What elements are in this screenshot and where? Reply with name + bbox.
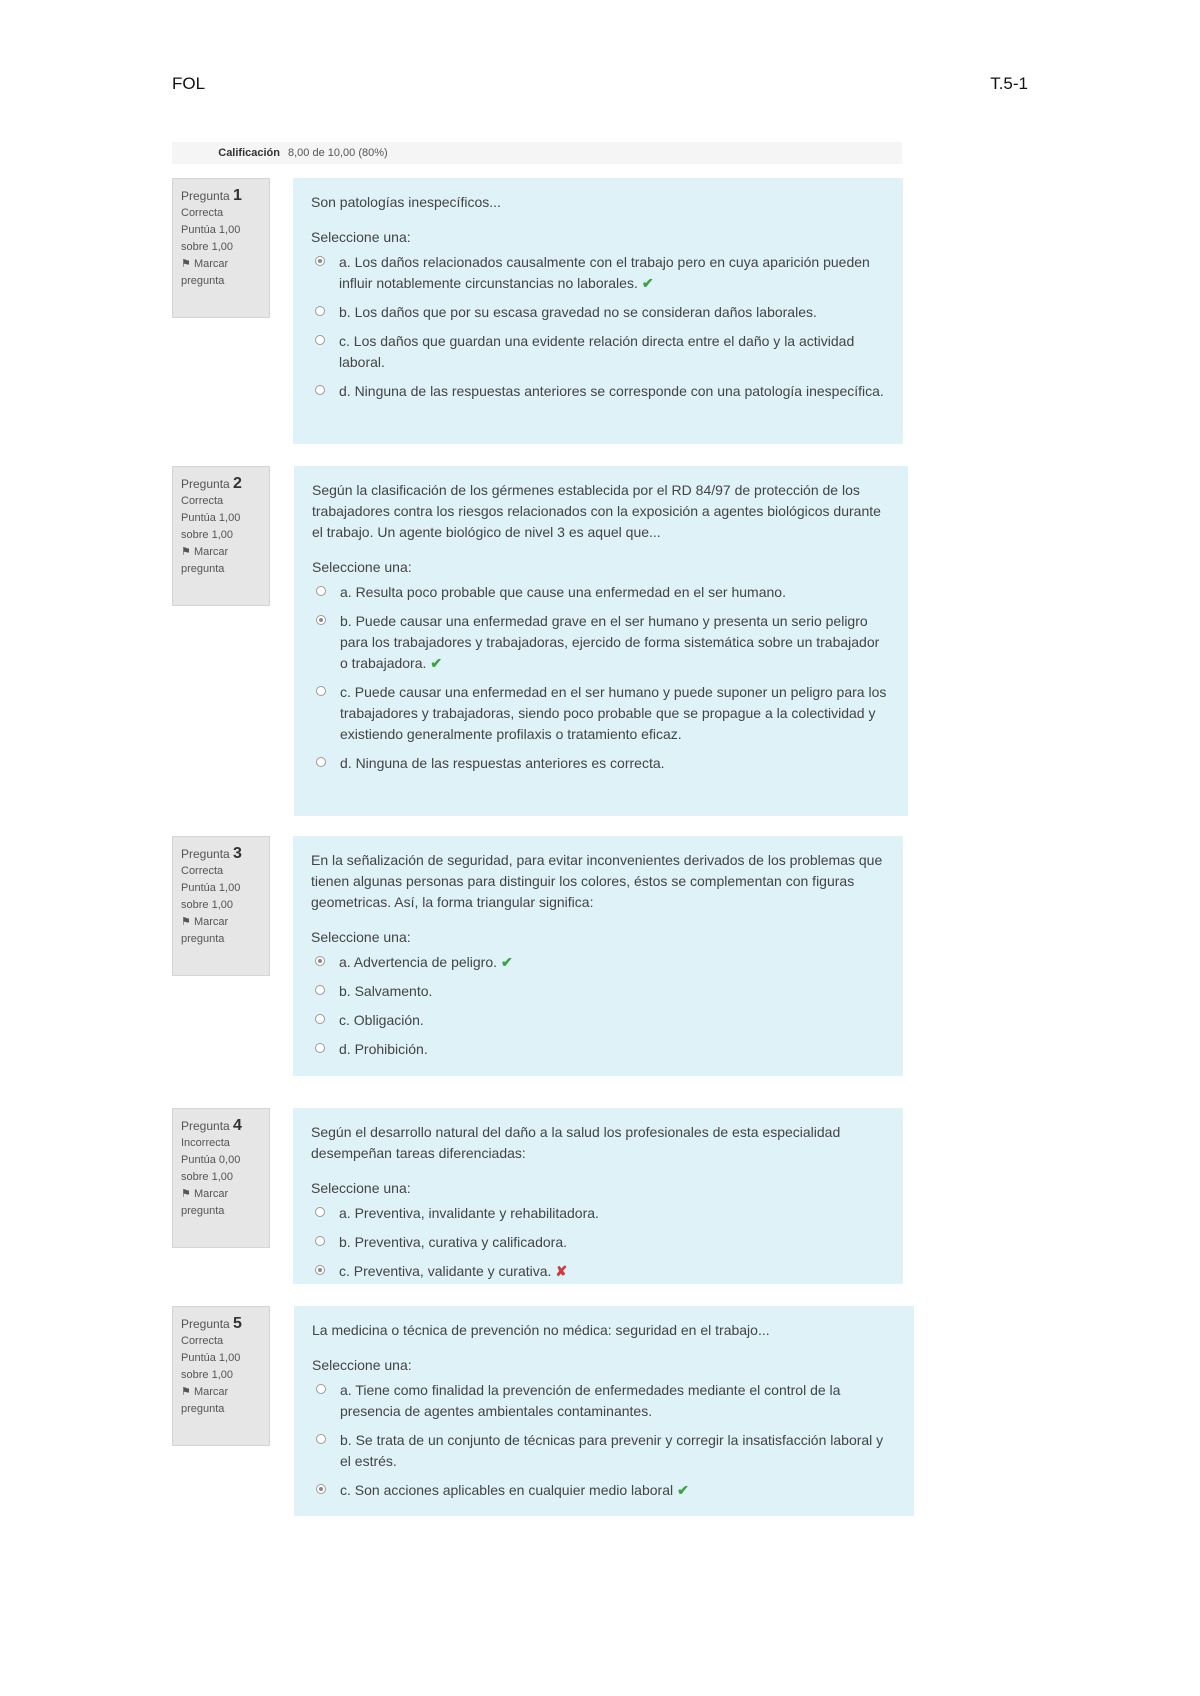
radio-button[interactable] — [315, 256, 325, 266]
answer-option[interactable]: c. Preventiva, validante y curativa. ✘ — [315, 1261, 885, 1282]
answer-option[interactable]: a. Resulta poco probable que cause una enfermedad en el ser humano. — [316, 582, 890, 603]
question-score: Puntúa 1,00 — [181, 512, 241, 524]
question-label: Pregunta — [181, 1119, 230, 1133]
flag-question-button[interactable]: ⚑ Marcar pregunta — [181, 258, 229, 287]
answer-option[interactable]: b. Los daños que por su escasa gravedad no se consideran daños laborales. — [315, 302, 885, 323]
flag-question-button[interactable]: ⚑ Marcar pregunta — [181, 1188, 229, 1217]
radio-button[interactable] — [315, 1265, 325, 1275]
question-label: Pregunta — [181, 1317, 230, 1331]
question-number: 2 — [233, 475, 242, 492]
radio-button[interactable] — [316, 1434, 326, 1444]
radio-button[interactable] — [316, 586, 326, 596]
question-content — [294, 466, 908, 816]
question-score: Puntúa 1,00 — [181, 882, 241, 894]
header-unit: T.5-1 — [990, 74, 1028, 93]
answer-option[interactable]: c. Son acciones aplicables en cualquier medio laboral ✔ — [316, 1480, 896, 1501]
flag-icon: ⚑ — [181, 1386, 191, 1398]
radio-button[interactable] — [315, 985, 325, 995]
document-header — [172, 74, 1028, 98]
question-score-max: sobre 1,00 — [181, 899, 233, 911]
radio-button[interactable] — [316, 686, 326, 696]
question-text: Según el desarrollo natural del daño a la salud los profesionales de esta especialidad desempeñan tareas diferenciadas: — [311, 1124, 841, 1161]
flag-question-button[interactable]: ⚑ Marcar pregunta — [181, 916, 229, 945]
question-info — [172, 466, 270, 606]
radio-button[interactable] — [315, 385, 325, 395]
flag-question-button[interactable]: ⚑ Marcar pregunta — [181, 546, 229, 575]
flag-icon: ⚑ — [181, 258, 191, 270]
radio-button[interactable] — [315, 1043, 325, 1053]
question-score-max: sobre 1,00 — [181, 241, 233, 253]
answer-option[interactable]: c. Obligación. — [315, 1010, 885, 1031]
question-info — [172, 1108, 270, 1248]
question-info — [172, 178, 270, 318]
question-info — [172, 836, 270, 976]
question-text: En la señalización de seguridad, para evitar inconvenientes derivados de los problemas que tienen algunas personas para distinguir los colores, éstos se complementan con figuras geometricas. Así, la forma triangular significa: — [311, 852, 883, 910]
answer-option[interactable]: d. Ninguna de las respuestas anteriores es correcta. — [316, 753, 890, 774]
answer-option[interactable]: b. Se trata de un conjunto de técnicas para prevenir y corregir la insatisfacción laboral y el estrés. — [316, 1430, 896, 1472]
answer-option[interactable]: d. Prohibición. — [315, 1039, 885, 1060]
question-text: Son patologías inespecíficos... — [311, 194, 501, 210]
question-text: Según la clasificación de los gérmenes establecida por el RD 84/97 de protección de los trabajadores contra los riesgos relacionados con la exposición a agentes biológicos durante el trabajo. Un agente biológico de nivel 3 es aquel que... — [312, 482, 881, 540]
answer-prompt: Seleccione una: — [311, 929, 411, 945]
question-score-max: sobre 1,00 — [181, 1369, 233, 1381]
question-label: Pregunta — [181, 189, 230, 203]
flag-icon: ⚑ — [181, 546, 191, 558]
answer-option[interactable]: b. Salvamento. — [315, 981, 885, 1002]
answer-prompt: Seleccione una: — [311, 229, 411, 245]
radio-button[interactable] — [315, 335, 325, 345]
answer-option[interactable]: a. Tiene como finalidad la prevención de enfermedades mediante el control de la presencia de agentes ambientales contaminantes. — [316, 1380, 896, 1422]
radio-button[interactable] — [315, 956, 325, 966]
check-icon: ✔ — [641, 275, 654, 291]
question-number: 3 — [233, 845, 242, 862]
question-status: Incorrecta — [181, 1137, 230, 1149]
grade-label: Calificación — [218, 147, 280, 159]
answer-prompt: Seleccione una: — [312, 559, 412, 575]
radio-button[interactable] — [315, 1207, 325, 1217]
cross-icon: ✘ — [555, 1263, 568, 1279]
question-content — [293, 836, 903, 1076]
question-score: Puntúa 0,00 — [181, 1154, 241, 1166]
radio-button[interactable] — [316, 757, 326, 767]
question-content — [293, 178, 903, 444]
radio-button[interactable] — [316, 1484, 326, 1494]
answer-option[interactable]: d. Ninguna de las respuestas anteriores se corresponde con una patología inespecífica. — [315, 381, 885, 402]
flag-icon: ⚑ — [181, 916, 191, 928]
grade-summary — [172, 142, 902, 164]
answer-option[interactable]: b. Puede causar una enfermedad grave en el ser humano y presenta un serio peligro para los trabajadores y trabajadoras, ejercido de forma sistemática sobre un trabajador o trabajadora. ✔ — [316, 611, 890, 674]
question-content — [293, 1108, 903, 1284]
radio-button[interactable] — [316, 615, 326, 625]
answer-option[interactable]: c. Los daños que guardan una evidente relación directa entre el daño y la actividad laboral. — [315, 331, 885, 373]
radio-button[interactable] — [315, 306, 325, 316]
check-icon: ✔ — [677, 1482, 689, 1498]
question-number: 1 — [233, 187, 242, 204]
question-number: 4 — [233, 1117, 242, 1134]
answer-option[interactable]: b. Preventiva, curativa y calificadora. — [315, 1232, 885, 1253]
check-icon: ✔ — [430, 655, 443, 671]
question-score: Puntúa 1,00 — [181, 224, 241, 236]
question-info — [172, 1306, 270, 1446]
radio-button[interactable] — [315, 1236, 325, 1246]
question-label: Pregunta — [181, 477, 230, 491]
answer-prompt: Seleccione una: — [311, 1180, 411, 1196]
answer-option[interactable]: a. Advertencia de peligro. ✔ — [315, 952, 885, 973]
flag-question-button[interactable]: ⚑ Marcar pregunta — [181, 1386, 229, 1415]
answer-prompt: Seleccione una: — [312, 1357, 412, 1373]
answer-option[interactable]: a. Los daños relacionados causalmente con el trabajo pero en cuya aparición pueden influir notablemente circunstancias no laborales. ✔ — [315, 252, 885, 294]
answer-option[interactable]: c. Puede causar una enfermedad en el ser humano y puede suponer un peligro para los trabajadores y trabajadoras, siendo poco probable que se propague a la colectividad y existiendo generalmente profilaxis o tratamiento eficaz. — [316, 682, 890, 745]
question-status: Correcta — [181, 865, 224, 877]
check-icon: ✔ — [501, 954, 513, 970]
question-score-max: sobre 1,00 — [181, 1171, 233, 1183]
header-subject: FOL — [172, 74, 206, 93]
question-status: Correcta — [181, 1335, 224, 1347]
radio-button[interactable] — [316, 1384, 326, 1394]
question-number: 5 — [233, 1315, 242, 1332]
question-label: Pregunta — [181, 847, 230, 861]
answer-option[interactable]: a. Preventiva, invalidante y rehabilitadora. — [315, 1203, 885, 1224]
question-status: Correcta — [181, 207, 224, 219]
flag-icon: ⚑ — [181, 1188, 191, 1200]
question-score: Puntúa 1,00 — [181, 1352, 241, 1364]
question-text: La medicina o técnica de prevención no médica: seguridad en el trabajo... — [312, 1322, 770, 1338]
question-status: Correcta — [181, 495, 224, 507]
radio-button[interactable] — [315, 1014, 325, 1024]
question-content — [294, 1306, 914, 1516]
question-score-max: sobre 1,00 — [181, 529, 233, 541]
grade-value: 8,00 de 10,00 (80%) — [288, 147, 388, 159]
